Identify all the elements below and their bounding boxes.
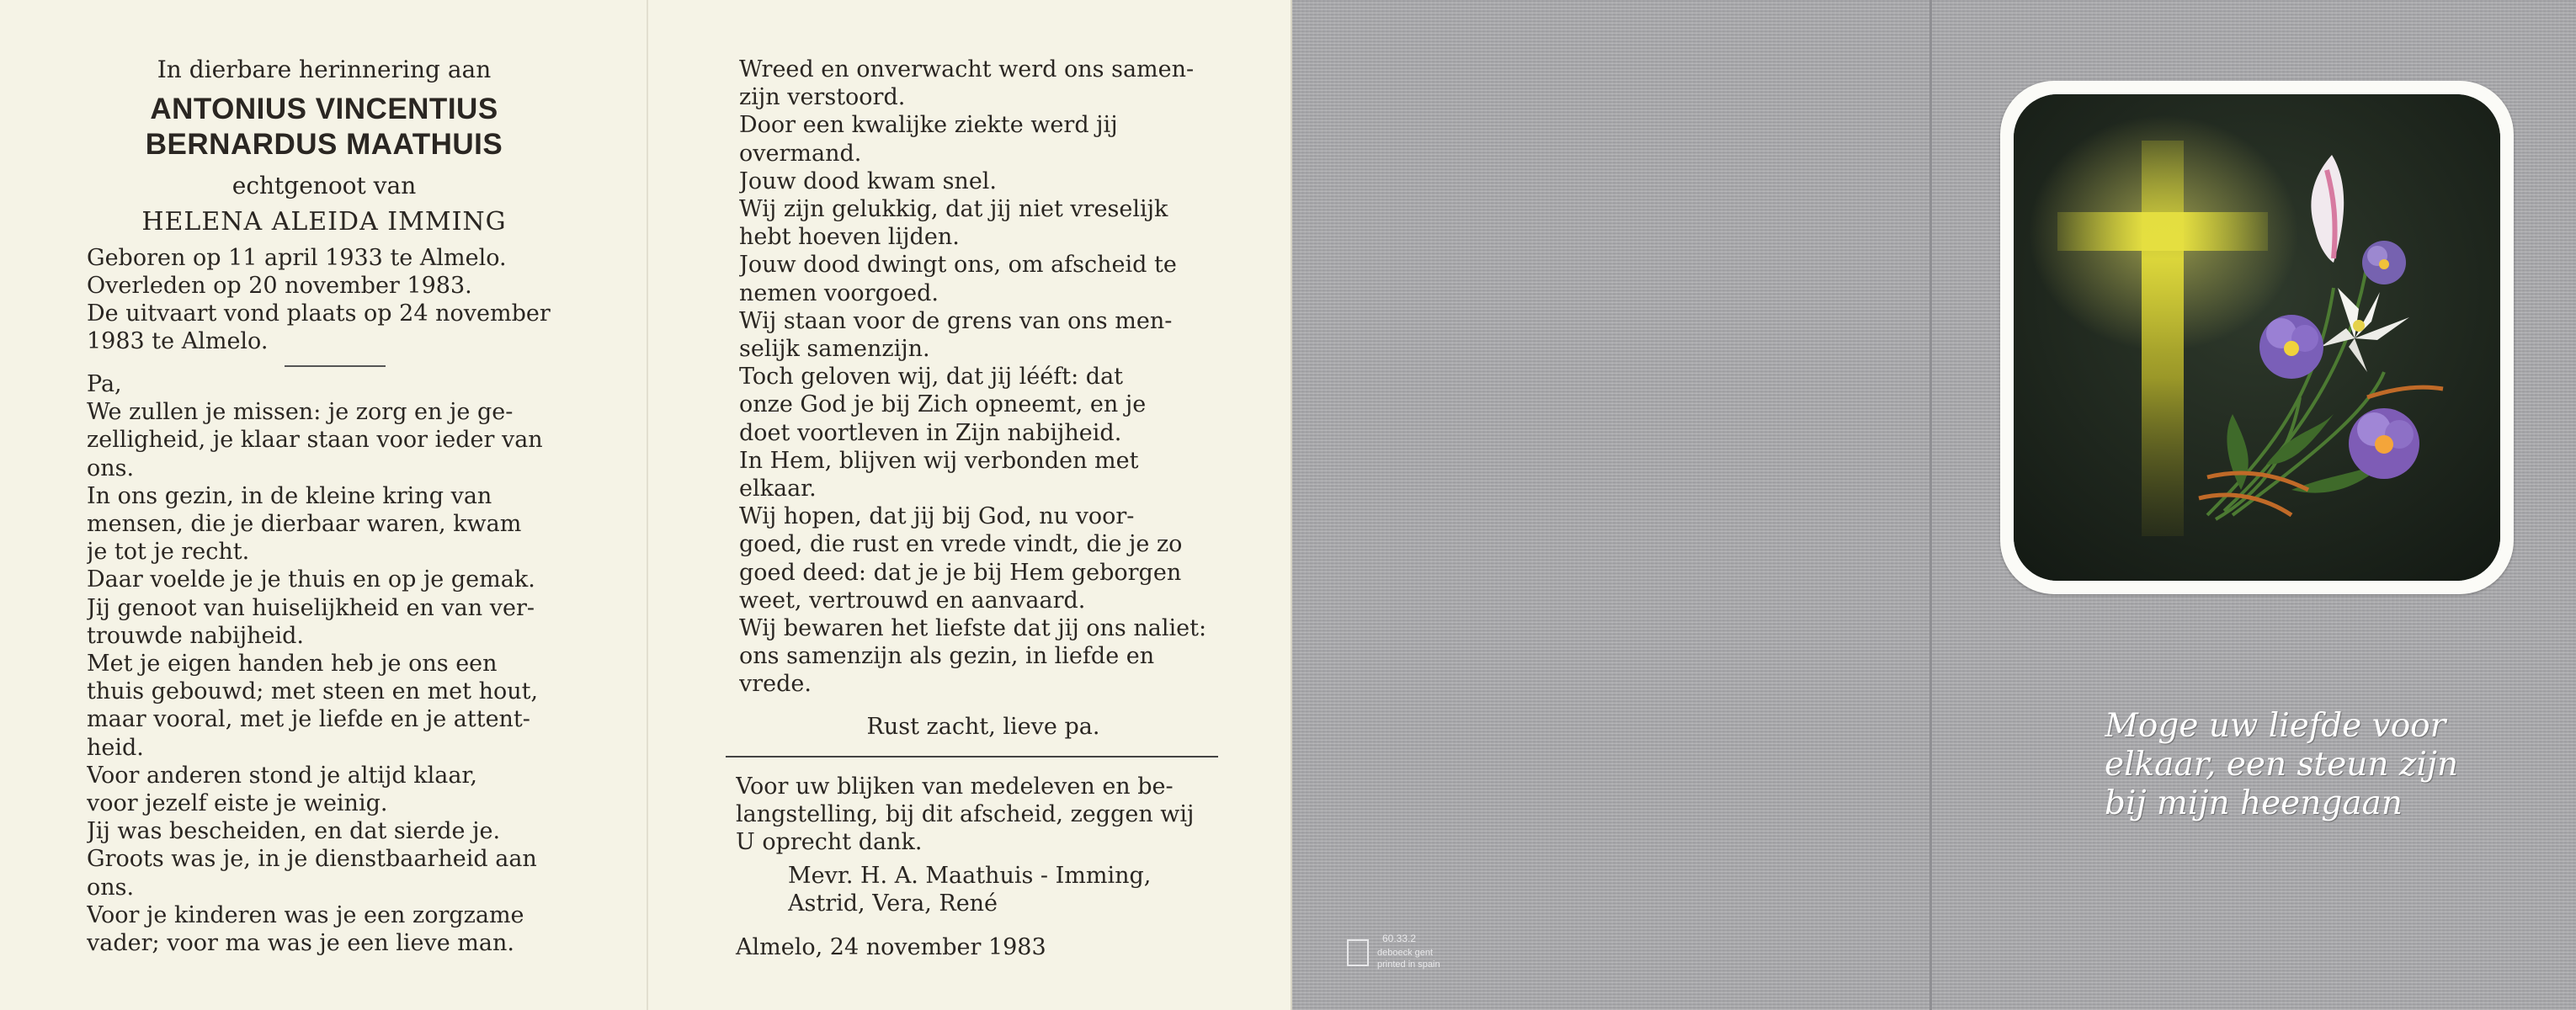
poem-line: ons samenzijn als gezin, in liefde en — [739, 643, 1155, 670]
fact-line: Overleden op 20 november 1983. — [87, 273, 472, 299]
poem-line: vrede. — [739, 671, 812, 698]
cross-horizontal-beam — [2057, 212, 2268, 251]
poem-line: onze God je bij Zich opneemt, en je — [739, 391, 1147, 418]
cover-verse — [2105, 707, 2542, 823]
poem-line: maar vooral, met je liefde en je attent- — [87, 706, 530, 733]
poem-line: zijn verstoord. — [739, 84, 906, 111]
poem-line: Voor anderen stond je altijd klaar, — [87, 762, 477, 789]
poem-line: heid. — [87, 734, 144, 761]
printer-origin: printed in spain — [1377, 960, 1440, 970]
purple-flower-3 — [2362, 241, 2406, 284]
poem-line: We zullen je missen: je zorg en je ge- — [87, 399, 514, 426]
poem-line: Toch geloven wij, dat jij lééft: dat — [739, 364, 1124, 391]
poem-line: Jij was bescheiden, en dat sierde je. — [87, 818, 501, 845]
divider — [726, 756, 1218, 758]
printer-name: deboeck gent — [1377, 948, 1434, 958]
back-cover — [1292, 0, 1932, 1010]
poem-part1 — [87, 370, 579, 957]
printer-mark — [1347, 933, 1515, 975]
poem-line: Wij zijn gelukkig, dat jij niet vreselijk — [739, 196, 1168, 223]
verse-line: elkaar, een steun zijn — [2105, 746, 2459, 784]
verse-line: bij mijn heengaan — [2105, 784, 2403, 822]
printer-logo-icon — [1347, 939, 1369, 966]
thanks-line: Voor uw blijken van medeleven en be- — [736, 773, 1174, 800]
cross-vertical-beam — [2142, 141, 2184, 536]
deceased-name-line1: ANTONIUS VINCENTIUS — [150, 93, 498, 125]
thanks-text — [736, 773, 1224, 857]
poem-line: goed deed: dat je je bij Hem geborgen — [739, 559, 1182, 586]
spouse-name: HELENA ALEIDA IMMING — [141, 207, 507, 237]
purple-flower-2 — [2349, 408, 2419, 479]
intro-text: In dierbare herinnering aan — [157, 56, 492, 83]
deceased-name-line2: BERNARDUS MAATHUIS — [145, 128, 503, 161]
place-date: Almelo, 24 november 1983 — [736, 934, 1046, 960]
poem-line: nemen voorgoed. — [739, 279, 939, 306]
poem-line: ons. — [87, 874, 135, 901]
poem-line: thuis gebouwd; met steen en met hout, — [87, 678, 539, 705]
poem-line: goed, die rust en vrede vindt, die je zo — [739, 531, 1183, 558]
poem-line: Jouw dood kwam snel. — [739, 167, 998, 194]
poem-line: Jouw dood dwingt ons, om afscheid te — [739, 252, 1177, 279]
life-facts — [87, 244, 592, 355]
poem-line: Pa, — [87, 371, 122, 397]
fact-line: Geboren op 11 april 1933 te Almelo. — [87, 245, 507, 271]
closing-line: Rust zacht, lieve pa. — [866, 714, 1100, 740]
poem-line: zelligheid, je klaar staan voor ieder van — [87, 427, 543, 454]
poem-line: doet voortleven in Zijn nabijheid. — [739, 419, 1122, 446]
verse-line: Moge uw liefde voor — [2105, 707, 2446, 745]
poem-line: Daar voelde je je thuis en op je gemak. — [87, 566, 535, 593]
poem-line: In Hem, blijven wij verbonden met — [739, 447, 1139, 474]
poem-line: vader; voor ma was je een lieve man. — [87, 930, 514, 957]
cross-and-flowers-illustration — [2014, 94, 2500, 581]
poem-line: voor jezelf eiste je weinig. — [87, 790, 388, 817]
poem-line: selijk samenzijn. — [739, 336, 930, 363]
poem-line: overmand. — [739, 140, 862, 167]
poem-line: Met je eigen handen heb je ons een — [87, 651, 498, 678]
spouse-label: echtgenoot van — [232, 172, 417, 199]
poem-line: Door een kwalijke ziekte werd jij — [739, 112, 1118, 139]
printer-code: 60.33.2 — [1382, 933, 1417, 944]
poem-line: trouwde nabijheid. — [87, 622, 305, 649]
poem-line: weet, vertrouwd en aanvaard. — [739, 587, 1086, 614]
signer-line: Astrid, Vera, René — [788, 890, 998, 917]
poem-line: Groots was je, in je dienstbaarheid aan — [87, 846, 537, 873]
poem-line: je tot je recht. — [87, 539, 250, 566]
divider — [285, 365, 386, 367]
purple-flower-1 — [2259, 315, 2323, 379]
fact-line: 1983 te Almelo. — [87, 328, 269, 354]
poem-line: elkaar. — [739, 476, 817, 502]
poem-part2 — [739, 56, 1227, 699]
poem-line: ons. — [87, 454, 135, 481]
poem-line: Voor je kinderen was je een zorgzame — [87, 901, 524, 928]
signers — [788, 862, 1226, 917]
cover-image-frame — [2000, 81, 2514, 594]
poem-line: Wij hopen, dat jij bij God, nu voor- — [739, 503, 1135, 530]
poem-line: Wij bewaren het liefste dat jij ons naliet: — [739, 615, 1207, 642]
signer-line: Mevr. H. A. Maathuis - Imming, — [788, 863, 1152, 889]
poem-line: Wreed en onverwacht werd ons samen- — [739, 56, 1195, 82]
poem-line: hebt hoeven lijden. — [739, 224, 960, 251]
thanks-line: U oprecht dank. — [736, 829, 923, 856]
poem-line: Wij staan voor de grens van ons men- — [739, 307, 1173, 334]
memorial-page-left — [0, 0, 648, 1010]
poem-line: In ons gezin, in de kleine kring van — [87, 482, 492, 509]
poem-line: mensen, die je dierbaar waren, kwam — [87, 511, 522, 538]
thanks-line: langstelling, bij dit afscheid, zeggen wij — [736, 801, 1195, 828]
poem-line: Jij genoot van huiselijkheid en van ver- — [87, 594, 535, 621]
fact-line: De uitvaart vond plaats op 24 november — [87, 300, 551, 327]
